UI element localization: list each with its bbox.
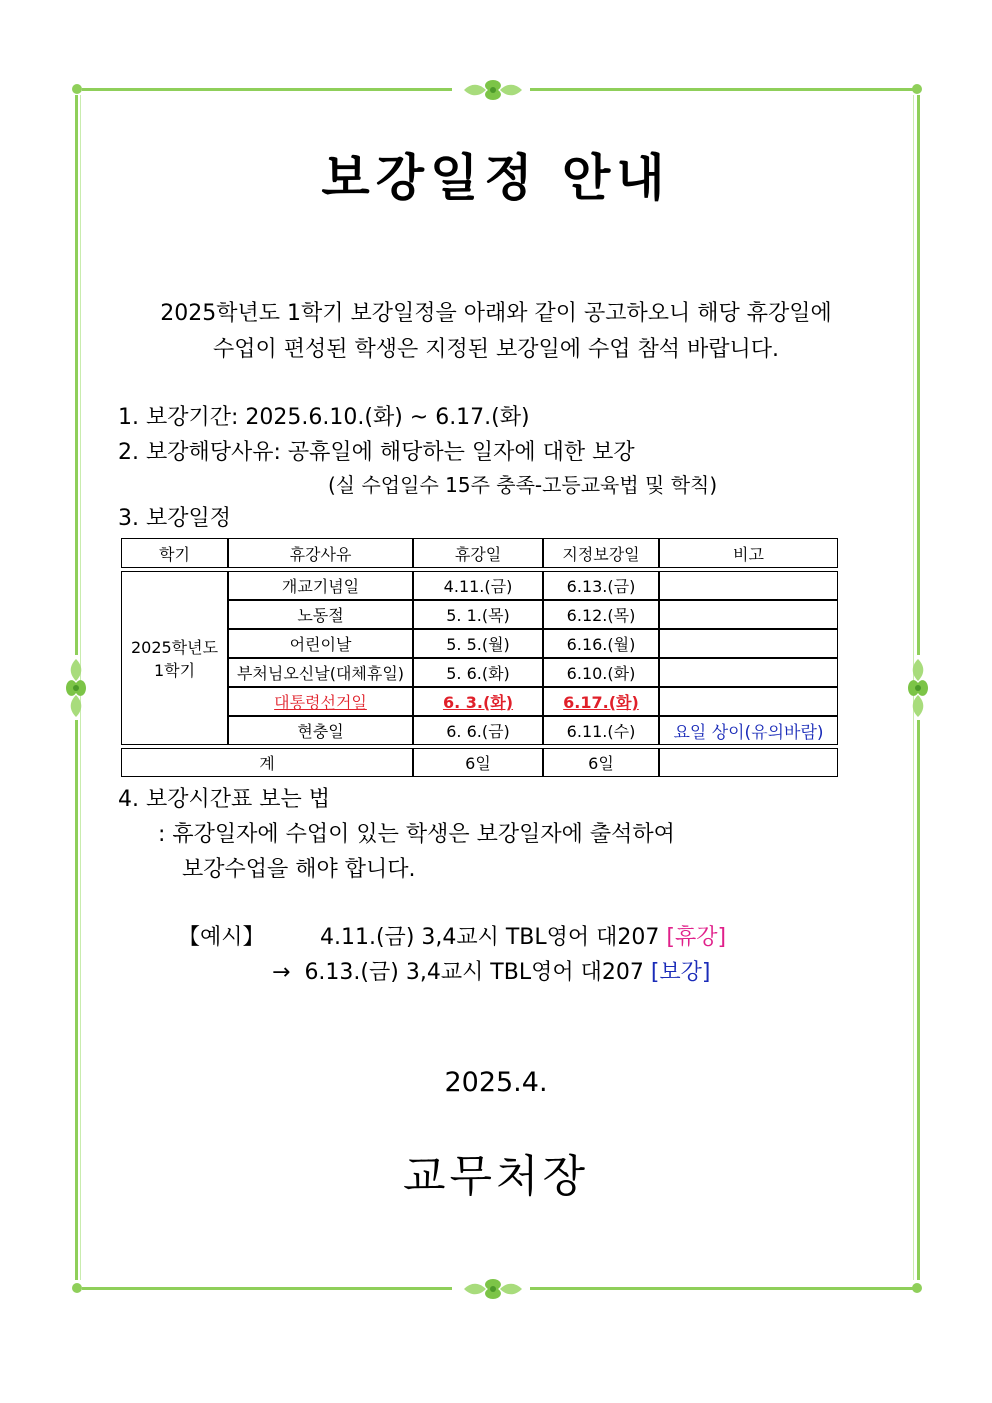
row-off-date: 4.11.(금) — [413, 571, 543, 600]
example-line-2 — [272, 955, 711, 986]
row-off-date: 5. 1.(목) — [413, 600, 543, 629]
total-note — [659, 748, 838, 777]
document-date: 2025.4. — [444, 1067, 548, 1098]
row-off-date: 5. 6.(화) — [413, 658, 543, 687]
frame-top-right-line — [530, 88, 915, 91]
row-makeup-date: 6.17.(화) — [543, 687, 659, 716]
row-off-date: 5. 5.(월) — [413, 629, 543, 658]
item-3-schedule: 3. 보강일정 — [118, 506, 231, 531]
total-off-days: 6일 — [413, 748, 543, 777]
example-makeup-tag: [보강] — [650, 960, 711, 985]
frame-top-left-line — [82, 88, 452, 91]
row-reason: 대통령선거일 — [228, 687, 413, 716]
semester-term: 1학기 — [153, 661, 196, 680]
frame-corner-icon — [910, 82, 924, 96]
table-row — [121, 658, 838, 687]
row-reason: 어린이날 — [228, 629, 413, 658]
row-note — [659, 687, 838, 716]
frame-bottom-right-line — [530, 1287, 915, 1290]
row-note — [659, 600, 838, 629]
signature: 교무처장 — [402, 1151, 589, 1202]
example-off-text: 4.11.(금) 3,4교시 TBL영어 대207 — [320, 925, 660, 950]
row-note — [659, 629, 838, 658]
header-reason: 휴강사유 — [228, 538, 413, 568]
item-4-line-2: 보강수업을 해야 합니다. — [182, 857, 416, 882]
item-2-note: (실 수업일수 15주 충족-고등교육법 및 학칙) — [328, 473, 718, 497]
ornament-top-icon — [458, 76, 528, 104]
row-makeup-date: 6.13.(금) — [543, 571, 659, 600]
row-makeup-date: 6.11.(수) — [543, 716, 659, 745]
ornament-right-icon — [904, 655, 932, 721]
row-off-date: 6. 6.(금) — [413, 716, 543, 745]
row-makeup-date: 6.16.(월) — [543, 629, 659, 658]
header-makeup-date: 지정보강일 — [543, 538, 659, 568]
row-makeup-date: 6.10.(화) — [543, 658, 659, 687]
ornament-left-icon — [62, 655, 90, 721]
row-reason: 개교기념일 — [228, 571, 413, 600]
header-note: 비고 — [659, 538, 838, 568]
frame-corner-icon — [70, 1281, 84, 1295]
semester-cell — [121, 571, 228, 745]
schedule-table — [121, 538, 838, 777]
example-label: 【예시】 — [178, 925, 265, 950]
frame-corner-icon — [910, 1281, 924, 1295]
item-4-line-1: : 휴강일자에 수업이 있는 학생은 보강일자에 출석하여 — [158, 822, 675, 847]
semester-year: 2025학년도 — [130, 638, 219, 657]
ornament-bottom-icon — [458, 1275, 528, 1303]
table-row — [121, 629, 838, 658]
intro-line-2: 수업이 편성된 학생은 지정된 보강일에 수업 참석 바랍니다. — [213, 337, 779, 362]
row-note-warning: 요일 상이(유의바람) — [659, 716, 838, 745]
row-reason: 노동절 — [228, 600, 413, 629]
row-off-date: 6. 3.(화) — [413, 687, 543, 716]
example-makeup-text: 6.13.(금) 3,4교시 TBL영어 대207 — [304, 960, 644, 985]
table-header-row — [121, 538, 838, 568]
arrow-right-icon: → — [272, 960, 291, 985]
table-row — [121, 600, 838, 629]
total-makeup-days: 6일 — [543, 748, 659, 777]
table-row — [121, 716, 838, 745]
page-title: 보강일정 안내 — [321, 148, 671, 207]
row-note — [659, 571, 838, 600]
item-1-period: 1. 보강기간: 2025.6.10.(화) ~ 6.17.(화) — [118, 405, 530, 430]
table-total-row — [121, 748, 838, 777]
item-2-reason: 2. 보강해당사유: 공휴일에 해당하는 일자에 대한 보강 — [118, 440, 635, 465]
example-line-1 — [320, 920, 726, 951]
row-reason: 부처님오신날(대체휴일) — [228, 658, 413, 687]
item-4-howto: 4. 보강시간표 보는 법 — [118, 787, 330, 812]
frame-bottom-left-line — [82, 1287, 452, 1290]
table-row-highlight — [121, 687, 838, 716]
header-semester: 학기 — [121, 538, 228, 568]
example-off-tag: [휴강] — [666, 925, 727, 950]
header-off-date: 휴강일 — [413, 538, 543, 568]
table-row — [121, 571, 838, 600]
intro-line-1: 2025학년도 1학기 보강일정을 아래와 같이 공고하오니 해당 휴강일에 — [160, 301, 832, 326]
row-makeup-date: 6.12.(목) — [543, 600, 659, 629]
total-label: 계 — [121, 748, 413, 777]
frame-corner-icon — [70, 82, 84, 96]
row-note — [659, 658, 838, 687]
row-reason: 현충일 — [228, 716, 413, 745]
